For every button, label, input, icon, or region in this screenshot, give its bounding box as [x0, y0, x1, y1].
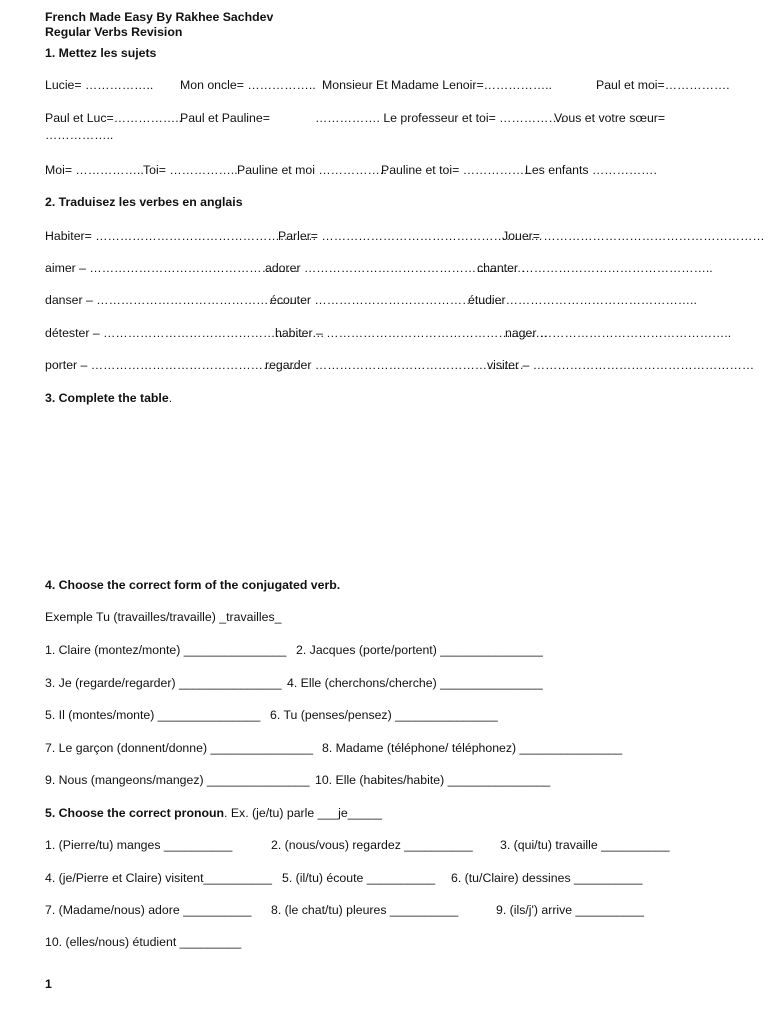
blank-item: 9. (ils/j') arrive __________	[496, 903, 644, 917]
blank-item: 5. (il/tu) écoute __________	[282, 871, 436, 885]
blank-item: 10. (elles/nous) étudient _________	[45, 935, 242, 949]
blank-item: Paul et Pauline=	[180, 111, 270, 125]
blank-item: 7. (Madame/nous) adore __________	[45, 903, 252, 917]
blank-item: 2. Jacques (porte/portent) _______________	[296, 643, 543, 657]
blank-item: 10. Elle (habites/habite) _______________	[315, 773, 551, 787]
blank-item: 5. Il (montes/monte) _______________	[45, 708, 261, 722]
worksheet-page: French Made Easy By Rakhee Sachdev Regular Verbs Revision 1. Mettez les sujets Lucie= …………….. Mon oncle= …………….. Monsieur Et Madame Lenoir=…………….. Paul et moi=……………. Paul et Luc=…………….. Paul et Pauline= ……………. Le professeur et toi= ……………. Vous et votre sœur= …………….. Moi= …………….. Toi= …………….. Pauline et moi …………….. Pauline et toi= …………….. Les enfants ……………. 2. Traduisez les verbes en anglais Habiter= ……………………………………………… Parler= ……………………………………………… Jouer= ……………………………………………… aimer – …………………………………………… adorer ……………………………………………… chanter ……………………………………….. danser – …………………………………………… écouter ………………………………………. étudier……………………………………….. détester – ……………………………………………… habiter – ……………………………………………… nager ……………………………………….. porter – …………………………………………… regarder …………………………………………… visiter – ……………………………………………… 3. Complete the table. 4. Choose the correct form of the conjugated verb. Exemple Tu (travailles/travaille) _travailles_ 1. Claire (montez/monte) _______________ 2. Jacques (porte/portent) _______________ 3. Je (regarde/regarder) _______________ 4. Elle (cherchons/cherche) _______________ 5. Il (montes/monte) _______________ 6. Tu (penses/pensez) _______________ 7. Le garçon (donnent/donne) _______________ 8. Madame (téléphone/ téléphonez) _______________ 9. Nous (mangeons/mangez) _______________ 10. Elle (habites/habite) _______________ 5. Choose the correct pronoun. Ex. (je/tu) parle ___je_____ 1. (Pierre/tu) manges __________ 2. (nous/vous) regardez __________ 3. (qui/tu) travaille __________ 4. (je/Pierre et Claire) visitent__________ 5. (il/tu) écoute __________ 6. (tu/Claire) dessines __________ 7. (Madame/nous) adore __________ 8. (le chat/tu) pleures __________ 9. (ils/j') arrive __________ 10. (elles/nous) étudient _________ 1	[45, 10, 765, 991]
blank-item: 8. Madame (téléphone/ téléphonez) _______________	[322, 741, 623, 755]
blank-item: ……………. Le professeur et toi= …………….	[315, 111, 565, 125]
blank-item: Vous et votre sœur=	[554, 111, 666, 125]
blank-item: Paul et Luc=……………..	[45, 111, 183, 125]
blank-item: Paul et moi=…………….	[596, 78, 730, 92]
blank-item: Monsieur Et Madame Lenoir=……………..	[322, 78, 552, 92]
blank-item: 8. (le chat/tu) pleures __________	[271, 903, 459, 917]
blank-item: 4. (je/Pierre et Claire) visitent__________	[45, 871, 272, 885]
blank-item: nager ………………………………………..	[505, 326, 732, 340]
blank-item: adorer ………………………………………………	[265, 261, 526, 275]
blank-item: Pauline et moi ……………..	[237, 163, 387, 177]
blank-item: Mon oncle= ……………..	[180, 78, 316, 92]
blank-item: Parler= ………………………………………………	[278, 229, 543, 243]
blank-item: Jouer= ………………………………………………	[502, 229, 765, 243]
blank-item: 2. (nous/vous) regardez __________	[271, 838, 473, 852]
blank-item: détester – ………………………………………………	[45, 326, 325, 340]
blank-item: visiter – ………………………………………………	[487, 358, 755, 372]
blank-item: 3. Je (regarde/regarder) _______________	[45, 676, 282, 690]
blank-item: 3. (qui/tu) travaille __________	[500, 838, 670, 852]
blank-item: regarder ……………………………………………	[265, 358, 524, 372]
blank-item: écouter ……………………………………….	[270, 293, 503, 307]
blank-item: 4. Elle (cherchons/cherche) _______________	[287, 676, 543, 690]
blank-item: habiter – ………………………………………………	[275, 326, 548, 340]
blank-item: 1. Claire (montez/monte) _______________	[45, 643, 287, 657]
blank-item: Toi= ……………..	[143, 163, 238, 177]
blank-item: Les enfants …………….	[525, 163, 657, 177]
blank-item: 6. Tu (penses/pensez) _______________	[270, 708, 498, 722]
blank-item: étudier………………………………………..	[468, 293, 697, 307]
blank-item: Habiter= ………………………………………………	[45, 229, 317, 243]
blank-item: Lucie= ……………..	[45, 78, 154, 92]
blank-item: 9. Nous (mangeons/mangez) _______________	[45, 773, 310, 787]
blank-item: aimer – ……………………………………………	[45, 261, 299, 275]
blank-item: chanter ………………………………………..	[477, 261, 713, 275]
blank-item: 7. Le garçon (donnent/donne) _______________	[45, 741, 314, 755]
blank-item: Pauline et toi= ……………..	[381, 163, 532, 177]
blank-item: 1. (Pierre/tu) manges __________	[45, 838, 233, 852]
blank-item: danser – ……………………………………………	[45, 293, 306, 307]
blank-item: ……………..	[45, 128, 114, 142]
blank-item: 6. (tu/Claire) dessines __________	[451, 871, 643, 885]
blank-item: Moi= ……………..	[45, 163, 144, 177]
blank-item: porter – ……………………………………………	[45, 358, 300, 372]
